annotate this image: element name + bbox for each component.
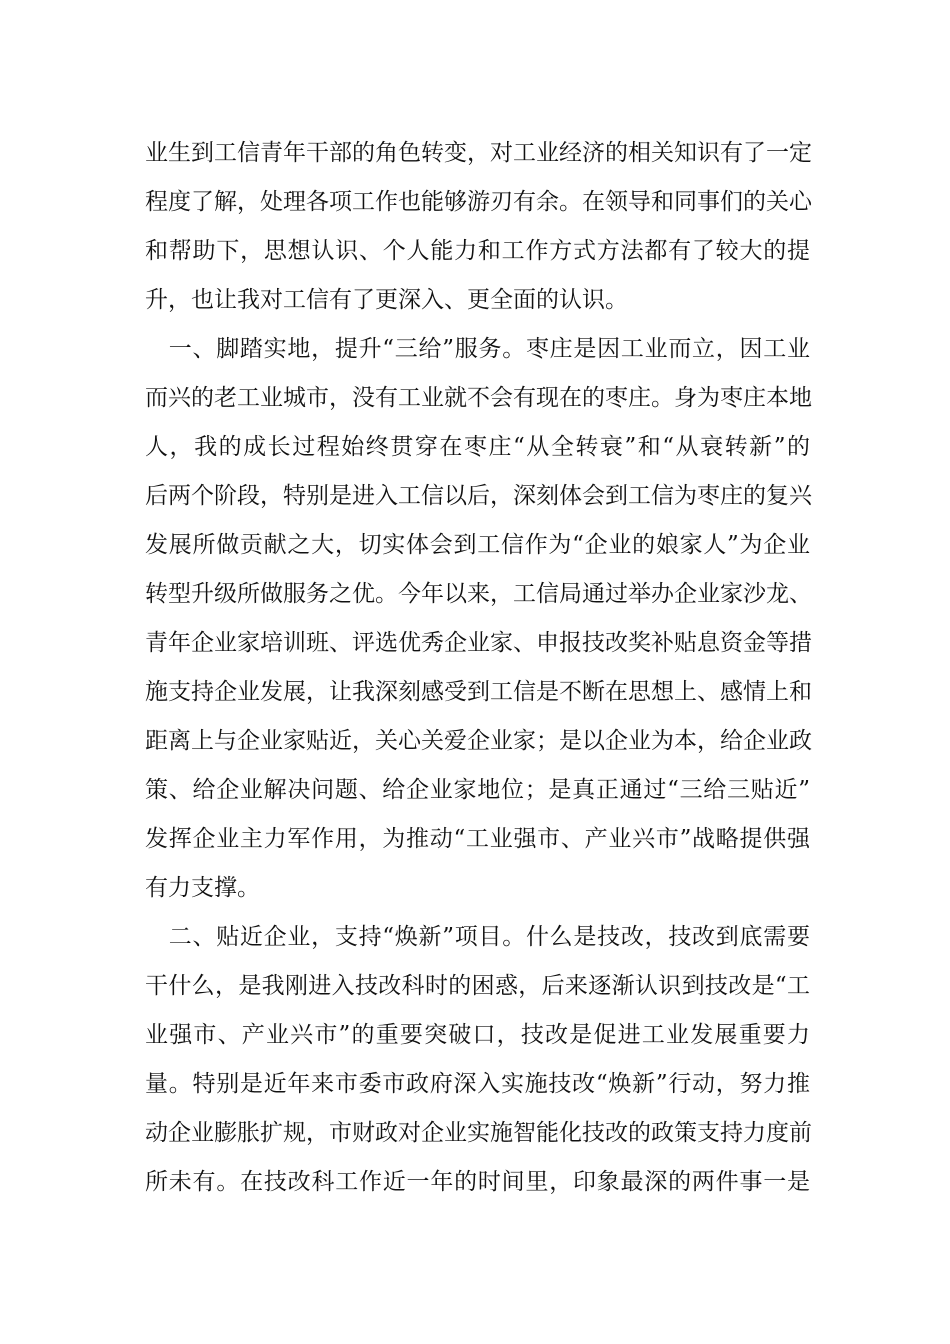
text-line: 所未有。在技改科工作近一年的时间里，印象最深的两件事一是 [145,1169,810,1195]
text-line: 业强市、产业兴市”的重要突破口，技改是促进工业发展重要力 [145,1022,810,1048]
text-line: 干什么，是我刚进入技改科时的困惑，后来逐渐认识到技改是“工 [145,973,810,999]
text-line: 有力支撑。 [145,875,260,901]
text-line: 施支持企业发展，让我深刻感受到工信是不断在思想上、感情上和 [145,679,812,705]
text-line: 升，也让我对工信有了更深入、更全面的认识。 [145,287,628,313]
text-line: 青年企业家培训班、评选优秀企业家、申报技改奖补贴息资金等措 [145,630,812,656]
text-line: 策、给企业解决问题、给企业家地位；是真正通过“三给三贴近” [145,777,810,803]
text-line: 量。特别是近年来市委市政府深入实施技改“焕新”行动，努力推 [145,1071,810,1097]
text-line: 业生到工信青年干部的角色转变，对工业经济的相关知识有了一定 [145,140,812,166]
text-line: 转型升级所做服务之优。今年以来，工信局通过举办企业家沙龙、 [145,581,812,607]
text-line: 后两个阶段，特别是进入工信以后，深刻体会到工信为枣庄的复兴 [145,483,812,509]
text-line: 一、脚踏实地，提升“三给”服务。枣庄是因工业而立，因工业 [145,336,810,362]
text-line: 发展所做贡献之大，切实体会到工信作为“企业的娘家人”为企业 [145,532,810,558]
text-line: 二、贴近企业，支持“焕新”项目。什么是技改，技改到底需要 [145,924,810,950]
text-line: 发挥企业主力军作用，为推动“工业强市、产业兴市”战略提供强 [145,826,810,852]
text-line: 而兴的老工业城市，没有工业就不会有现在的枣庄。身为枣庄本地 [145,385,812,411]
text-line: 和帮助下，思想认识、个人能力和工作方式方法都有了较大的提 [145,238,810,264]
text-line: 程度了解，处理各项工作也能够游刃有余。在领导和同事们的关心 [145,189,812,215]
text-line: 人，我的成长过程始终贯穿在枣庄“从全转衰”和“从衰转新”的 [145,434,810,460]
text-line: 动企业膨胀扩规，市财政对企业实施智能化技改的政策支持力度前 [145,1120,812,1146]
text-line: 距离上与企业家贴近，关心关爱企业家；是以企业为本，给企业政 [145,728,812,754]
